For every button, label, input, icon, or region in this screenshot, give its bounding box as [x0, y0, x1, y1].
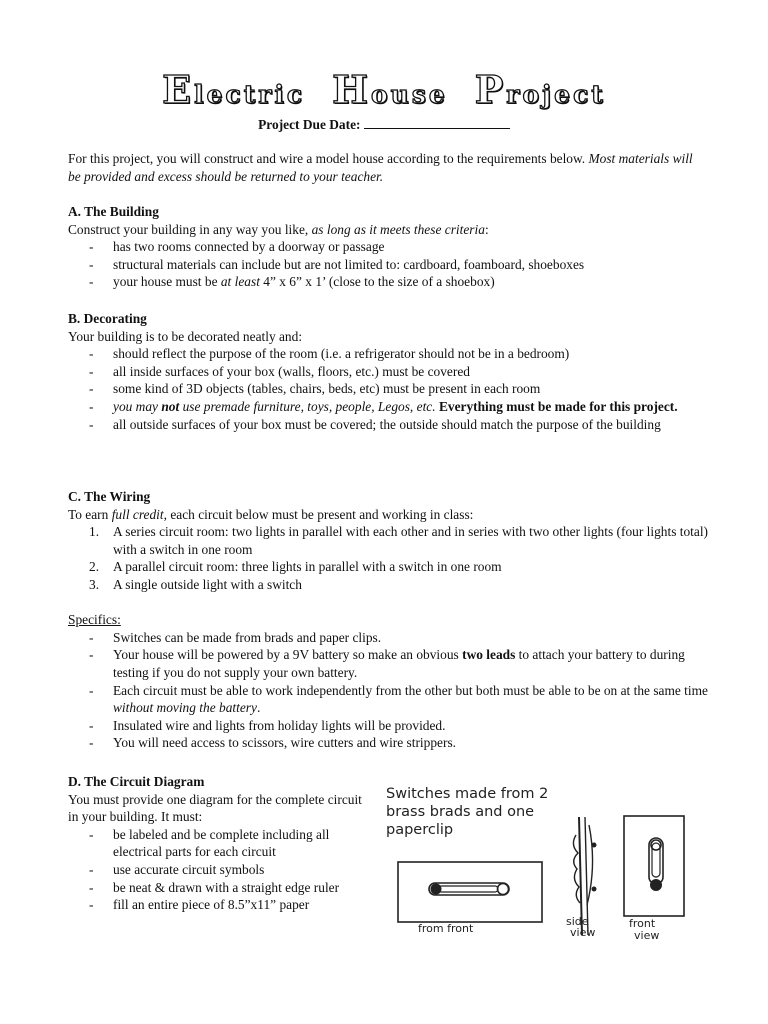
label-side: side — [566, 915, 589, 928]
intro-italic: full credit — [111, 506, 164, 522]
list-item — [68, 256, 708, 274]
list-item — [68, 398, 708, 416]
dash-marker: - — [89, 897, 94, 913]
intro-italic: Most materials will be provided and excess should be returned to your teacher. — [68, 151, 693, 184]
label-front-view: view — [634, 929, 660, 942]
dash-marker: - — [89, 381, 94, 397]
item-italic: at least — [220, 274, 260, 290]
dash-marker: - — [89, 398, 94, 414]
item-text: structural materials can include but are not limited to: cardboard, foamboard, shoeboxes — [113, 256, 585, 272]
list-item — [68, 879, 373, 897]
title-letter: P — [474, 67, 507, 112]
item-text: all inside surfaces of your box (walls, floors, etc.) must be covered — [113, 363, 470, 379]
numbered-list — [68, 523, 708, 593]
dash-marker: - — [89, 416, 94, 432]
list-item — [68, 363, 708, 381]
item-text: be neat & drawn with a straight edge ruler — [113, 879, 340, 895]
specifics-label: Specifics: — [68, 612, 121, 628]
cardboard-tall-front — [624, 816, 684, 916]
item-text: 4” x 6” x 1’ (close to the size of a shoebox) — [259, 274, 495, 290]
dash-marker: - — [89, 256, 94, 272]
section-heading: D. The Circuit Diagram — [68, 774, 205, 789]
title-letter: E — [162, 67, 195, 112]
number-marker: 3. — [89, 576, 100, 592]
item-text: . — [256, 700, 261, 716]
label-side-view: view — [570, 926, 596, 939]
list-item — [68, 558, 708, 576]
list-item — [68, 682, 708, 717]
item-text: to attach your battery to during testing if you do not supply your own battery. — [113, 647, 685, 680]
item-text: Each circuit must be able to work independently from the other but both must be able to be on at the same time — [113, 682, 708, 698]
item-text: A single outside light with a switch — [113, 576, 302, 592]
title-word: roject — [506, 80, 606, 109]
item-text: your house must be — [113, 274, 221, 290]
intro-paragraph — [68, 150, 708, 185]
item-bold: Everything must be made for this project. — [438, 398, 678, 414]
label-from-front: from front — [418, 922, 474, 935]
item-text: some kind of 3D objects (tables, chairs, beds, etc) must be present in each room — [113, 381, 541, 397]
list-item — [68, 523, 708, 558]
section-circuit-diagram — [68, 773, 373, 914]
number-marker: 2. — [89, 559, 100, 575]
section-heading: B. Decorating — [68, 311, 147, 326]
bullet-list — [68, 345, 708, 433]
list-item — [68, 416, 708, 434]
item-text: A parallel circuit room: three lights in parallel with a switch in one room — [113, 559, 502, 575]
figure-caption: Switches made from 2 brass brads and one paperclip — [386, 786, 549, 838]
dash-marker: - — [89, 861, 94, 877]
item-text: Switches can be made from brads and paper clips. — [113, 629, 382, 645]
list-item — [68, 629, 708, 647]
brad-left — [431, 884, 442, 895]
dash-marker: - — [89, 735, 94, 751]
intro-italic: as long as it meets these criteria — [311, 221, 485, 237]
list-item — [68, 826, 373, 861]
list-item — [68, 646, 708, 681]
due-date-line — [0, 115, 768, 134]
intro-text: : — [484, 221, 489, 237]
dash-marker: - — [89, 717, 94, 733]
item-text: Insulated wire and lights from holiday lights will be provided. — [113, 717, 446, 733]
intro-text: To earn — [68, 506, 112, 522]
dash-marker: - — [89, 879, 94, 895]
item-italic: use premade furniture, toys, people, Legos, etc. — [179, 398, 439, 414]
list-item — [68, 717, 708, 735]
item-bold: two leads — [462, 647, 516, 663]
intro-text: For this project, you will construct and wire a model house according to the requirements below. — [68, 151, 589, 166]
intro-text: Construct your building in any way you like, — [68, 221, 312, 237]
list-item — [68, 576, 708, 594]
brad-bottom — [650, 879, 662, 891]
bullet-list — [68, 629, 708, 752]
section-intro — [68, 221, 708, 239]
brad-right — [498, 884, 509, 895]
section-heading: A. The Building — [68, 204, 159, 219]
title-word: lectric — [194, 80, 306, 109]
section-decorating — [68, 310, 708, 433]
title-word: ouse — [370, 80, 448, 109]
title-letter: H — [332, 67, 371, 112]
item-text: use accurate circuit symbols — [113, 861, 265, 877]
bullet-list — [68, 238, 708, 291]
list-item — [68, 380, 708, 398]
dash-marker: - — [89, 239, 94, 255]
section-heading: C. The Wiring — [68, 489, 151, 504]
item-text: fill an entire piece of 8.5”x11” paper — [113, 897, 310, 913]
section-building — [68, 203, 708, 291]
item-text: You will need access to scissors, wire cutters and wire strippers. — [113, 735, 457, 751]
dash-marker: - — [89, 826, 94, 842]
list-item — [68, 896, 373, 914]
item-text: Your house will be powered by a 9V battery so make an obvious — [113, 647, 463, 663]
item-text: should reflect the purpose of the room (i.e. a refrigerator should not be in a bedroom) — [113, 346, 570, 362]
dash-marker: - — [89, 647, 94, 663]
section-intro — [68, 506, 708, 524]
item-text: be labeled and be complete including all electrical parts for each circuit — [113, 826, 330, 860]
item-italic: without moving the battery — [113, 700, 257, 716]
item-text: A series circuit room: two lights in parallel with each other and in series with two other lights (four lights total) with a switch in one room — [113, 524, 709, 557]
intro-text: , each circuit below must be present and working in class: — [163, 506, 474, 522]
due-date-label: Project Due Date: — [258, 117, 361, 132]
section-intro: Your building is to be decorated neatly and: — [68, 328, 303, 344]
item-bold-italic: not — [161, 398, 180, 414]
switch-illustration — [386, 785, 716, 945]
dash-marker: - — [89, 682, 94, 698]
list-item — [68, 238, 708, 256]
label-front: front — [629, 917, 656, 930]
section-intro: You must provide one diagram for the complete circuit in your building. It must: — [68, 791, 362, 825]
paperclip-side — [587, 825, 593, 905]
dash-marker: - — [89, 274, 94, 290]
dash-marker: - — [89, 346, 94, 362]
item-italic: you may — [113, 398, 162, 414]
section-wiring — [68, 488, 708, 752]
list-item — [68, 734, 708, 752]
paperclip-inner — [438, 886, 498, 892]
page-title — [0, 67, 768, 115]
item-text: has two rooms connected by a doorway or passage — [113, 239, 385, 255]
switch-drawing — [386, 785, 716, 945]
dash-marker: - — [89, 629, 94, 645]
item-text: all outside surfaces of your box must be covered; the outside should match the purpose of the building — [113, 416, 661, 432]
number-marker: 1. — [89, 524, 100, 540]
due-date-blank[interactable] — [364, 115, 510, 129]
bullet-list — [68, 826, 373, 914]
list-item — [68, 273, 708, 291]
dash-marker: - — [89, 363, 94, 379]
list-item — [68, 345, 708, 363]
list-item — [68, 861, 373, 879]
